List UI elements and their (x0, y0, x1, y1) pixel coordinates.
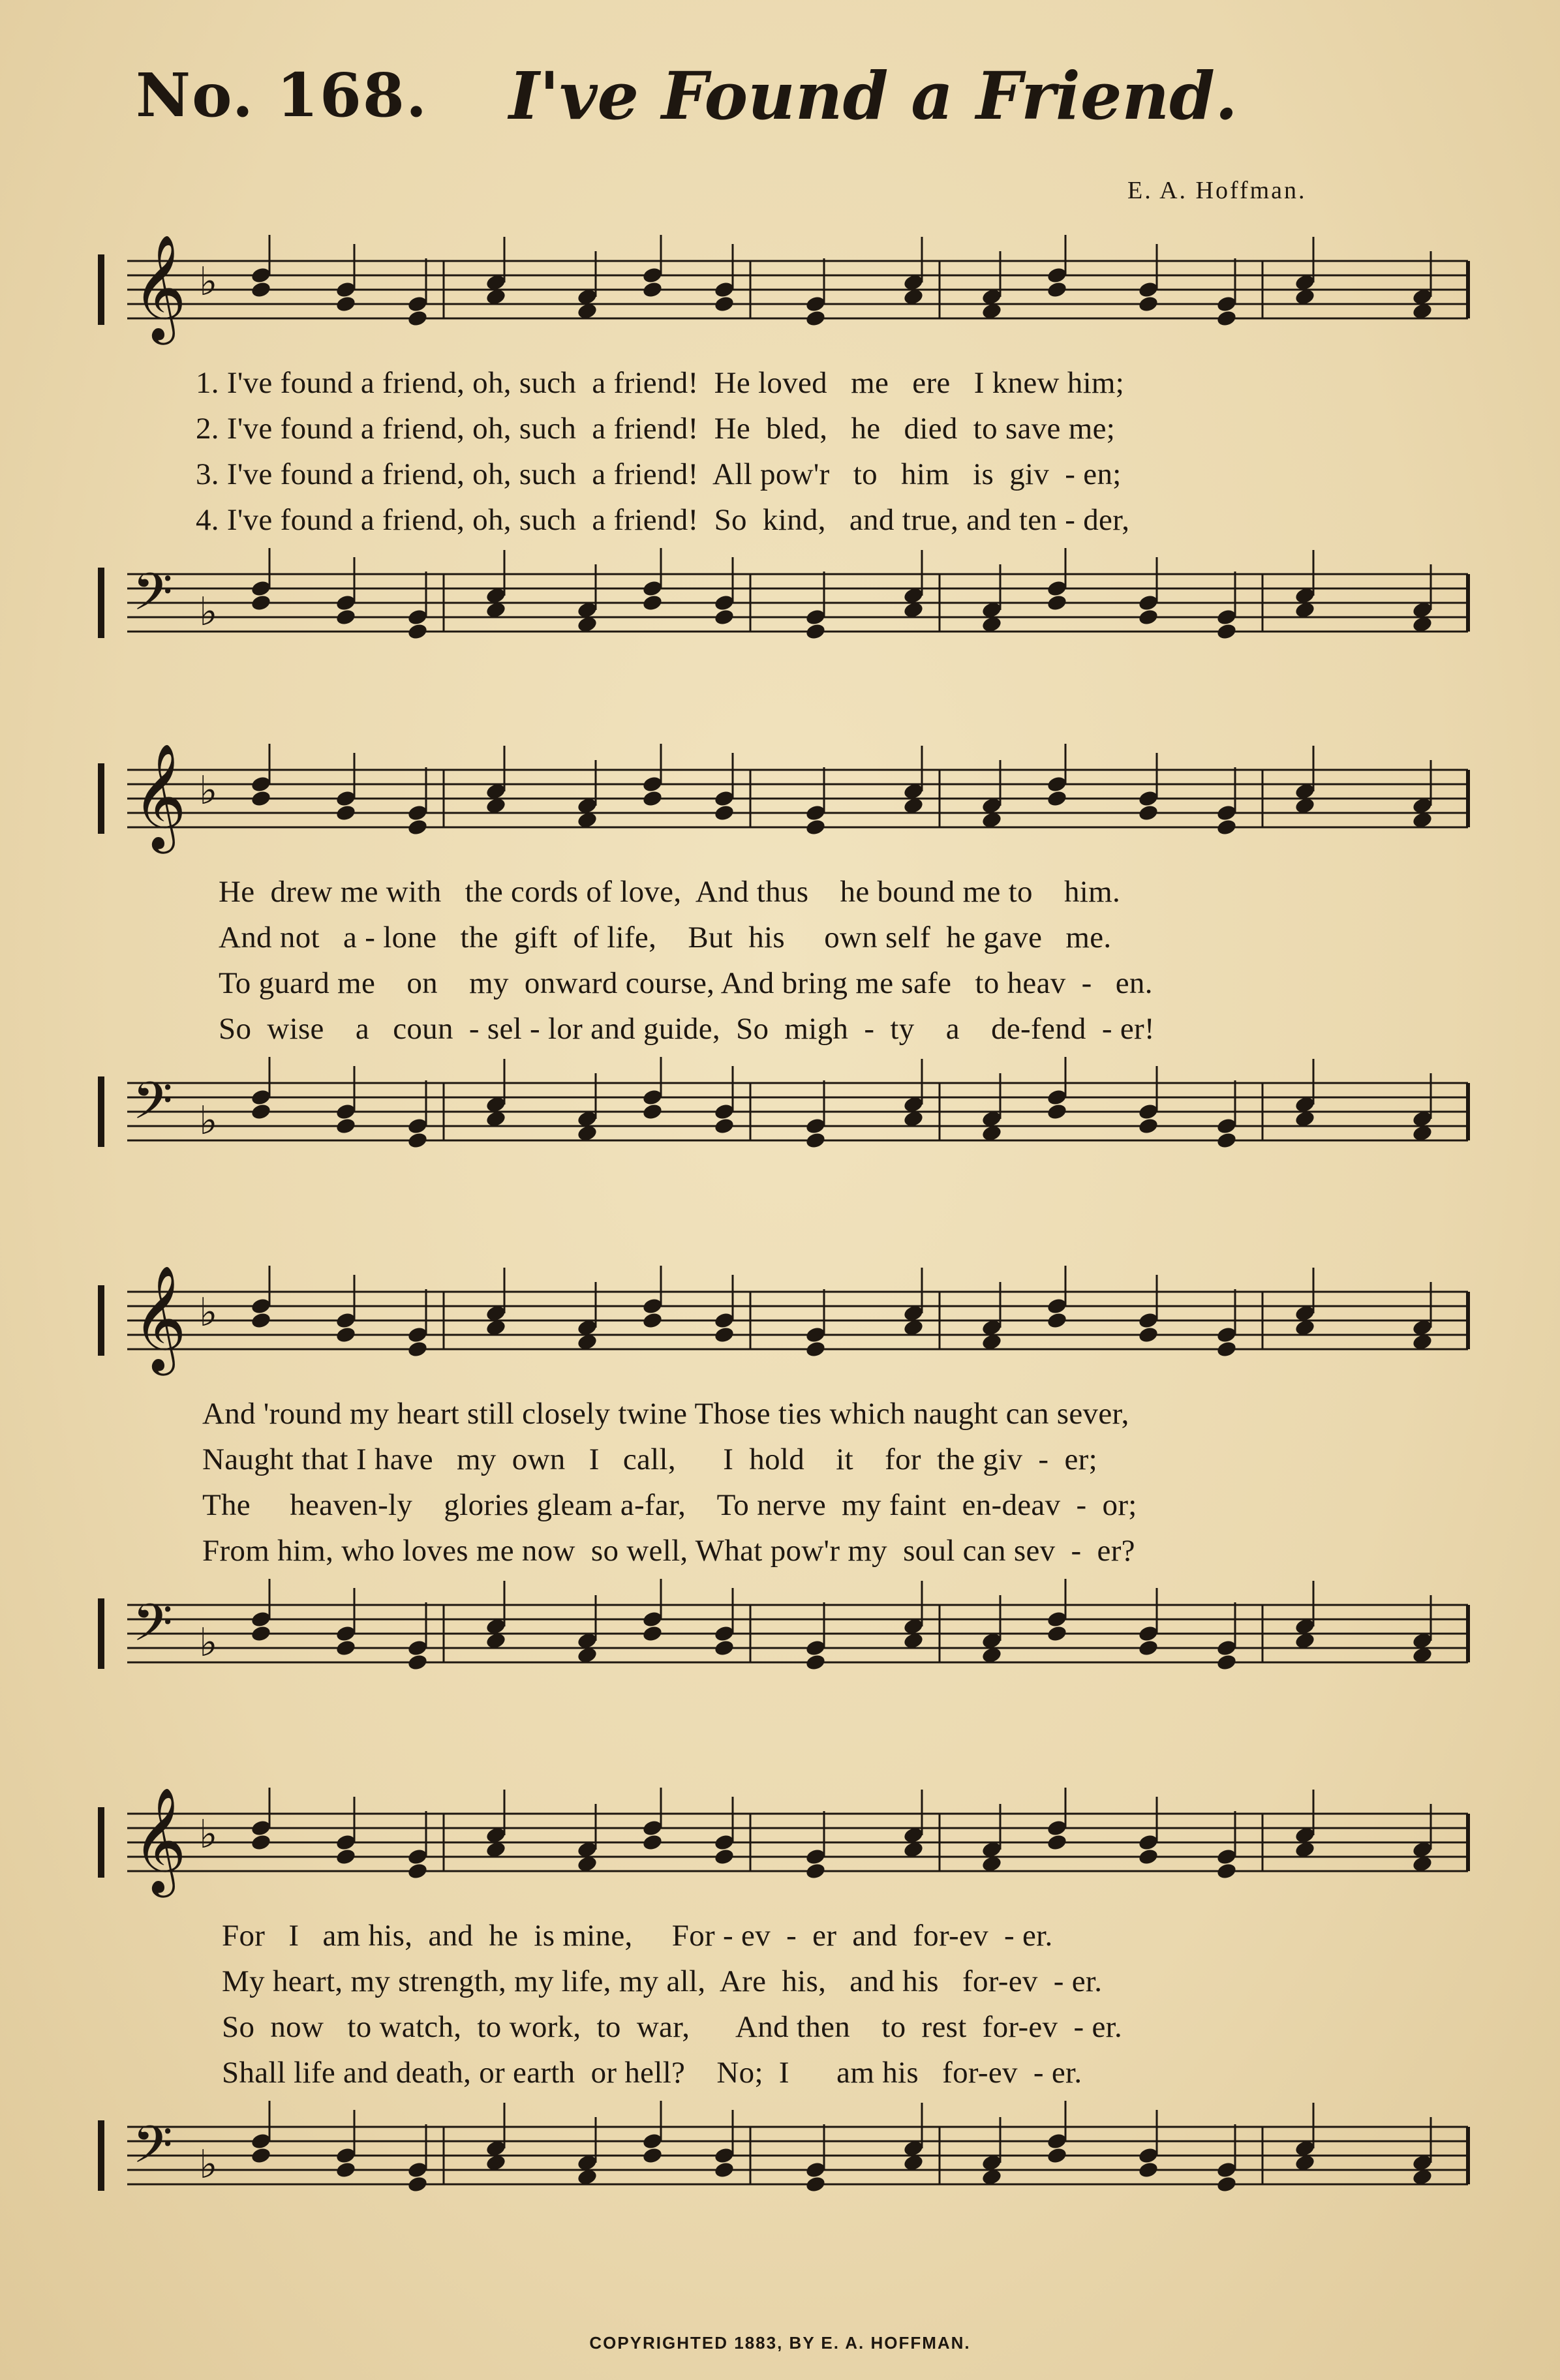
note-head (1046, 1311, 1067, 1330)
note-head (1137, 804, 1159, 822)
note-head (406, 309, 428, 328)
bass-clef-icon: 𝄢 (132, 562, 173, 635)
lyric-verse-4: So wise a coun - sel - lor and guide, So migh - ty a de-fend - er! (219, 1012, 1155, 1046)
bass-staff (0, 548, 1560, 698)
treble-staff (0, 1266, 1560, 1416)
treble-clef-icon: 𝄞 (132, 1788, 187, 1893)
note-head (804, 1862, 826, 1880)
treble-staff (0, 1788, 1560, 1938)
note-head (1137, 1639, 1159, 1657)
note-head (335, 1848, 356, 1866)
note-head (406, 1653, 428, 1671)
bass-clef-icon: 𝄢 (132, 1593, 173, 1666)
lyric-verse-3: So now to watch, to work, to war, And then to rest for-ev - er. (222, 2010, 1123, 2044)
note-head (713, 2161, 735, 2179)
note-head (641, 281, 663, 299)
note-head (335, 804, 356, 822)
note-head (804, 2175, 826, 2193)
note-head (641, 1625, 663, 1643)
bass-clef-icon: 𝄢 (132, 2114, 173, 2188)
lyric-verse-2: 2. I've found a friend, oh, such a friend! He bled, he died to save me; (196, 412, 1116, 446)
note-head (641, 1833, 663, 1852)
note-head (713, 608, 735, 626)
bass-clef-icon: 𝄢 (132, 1071, 173, 1144)
note-head (804, 1131, 826, 1150)
hymn-number: No. 168. (136, 60, 428, 130)
note-head (335, 2161, 356, 2179)
lyric-verse-3: The heaven-ly glories gleam a-far, To nerve my faint en-deav - or; (202, 1488, 1137, 1522)
note-head (1216, 622, 1237, 641)
note-head (335, 1117, 356, 1135)
note-head (335, 1639, 356, 1657)
note-head (804, 818, 826, 836)
note-head (250, 1833, 271, 1852)
note-head (713, 1117, 735, 1135)
note-head (406, 1131, 428, 1150)
note-head (1137, 1848, 1159, 1866)
flat-key-signature-icon: ♭ (199, 1620, 218, 1666)
note-head (1216, 818, 1237, 836)
note-head (713, 1639, 735, 1657)
note-head (1046, 1103, 1067, 1121)
note-head (250, 1311, 271, 1330)
treble-staff (0, 235, 1560, 385)
note-head (335, 608, 356, 626)
note-head (250, 789, 271, 808)
note-head (1216, 1653, 1237, 1671)
note-head (641, 1103, 663, 1121)
note-head (250, 1103, 271, 1121)
note-head (250, 1625, 271, 1643)
flat-key-signature-icon: ♭ (199, 589, 218, 635)
note-head (335, 1326, 356, 1344)
note-head (406, 622, 428, 641)
author-credit: E. A. Hoffman. (1127, 177, 1307, 204)
lyric-verse-1: For I am his, and he is mine, For - ev - er and for-ev - er. (222, 1919, 1053, 1953)
treble-clef-icon: 𝄞 (132, 235, 187, 341)
treble-staff (0, 744, 1560, 894)
treble-clef-icon: 𝄞 (132, 744, 187, 849)
note-head (1046, 1833, 1067, 1852)
note-head (1137, 608, 1159, 626)
flat-key-signature-icon: ♭ (199, 768, 218, 814)
note-head (1216, 309, 1237, 328)
lyric-verse-4: 4. I've found a friend, oh, such a friend! So kind, and true, and ten - der, (196, 503, 1130, 537)
note-head (1216, 1131, 1237, 1150)
lyric-verse-1: And 'round my heart still closely twine Those ties which naught can sever, (202, 1397, 1129, 1431)
note-head (1216, 1340, 1237, 1358)
note-head (1216, 1862, 1237, 1880)
note-head (1046, 1625, 1067, 1643)
copyright-notice: COPYRIGHTED 1883, BY E. A. HOFFMAN. (589, 2333, 971, 2353)
note-head (804, 622, 826, 641)
lyric-verse-4: Shall life and death, or earth or hell? No; I am his for-ev - er. (222, 2056, 1082, 2090)
lyric-verse-3: 3. I've found a friend, oh, such a friend! All pow'r to him is giv - en; (196, 457, 1122, 491)
note-head (406, 818, 428, 836)
lyric-verse-1: He drew me with the cords of love, And thus he bound me to him. (219, 875, 1121, 909)
note-head (335, 295, 356, 313)
note-head (250, 281, 271, 299)
lyric-verse-2: And not a - lone the gift of life, But his own self he gave me. (219, 921, 1112, 954)
note-head (641, 594, 663, 612)
note-head (1046, 594, 1067, 612)
note-head (1046, 281, 1067, 299)
flat-key-signature-icon: ♭ (199, 259, 218, 305)
bass-staff (0, 1579, 1560, 1729)
hymn-title: I've Found a Friend. (509, 57, 1238, 134)
bass-staff (0, 2101, 1560, 2251)
note-head (641, 2146, 663, 2165)
note-head (713, 1326, 735, 1344)
lyric-verse-4: From him, who loves me now so well, What pow'r my soul can sev - er? (202, 1534, 1135, 1568)
lyric-verse-3: To guard me on my onward course, And bring me safe to heav - en. (219, 966, 1153, 1000)
note-head (804, 309, 826, 328)
note-head (641, 789, 663, 808)
note-head (406, 1340, 428, 1358)
note-head (713, 804, 735, 822)
note-head (1137, 1326, 1159, 1344)
note-head (713, 295, 735, 313)
note-head (804, 1340, 826, 1358)
note-head (1046, 789, 1067, 808)
note-head (250, 594, 271, 612)
note-head (406, 1862, 428, 1880)
treble-clef-icon: 𝄞 (132, 1266, 187, 1371)
note-head (250, 2146, 271, 2165)
note-head (1046, 2146, 1067, 2165)
note-head (804, 1653, 826, 1671)
lyric-verse-2: Naught that I have my own I call, I hold it for the giv - er; (202, 1442, 1097, 1476)
note-head (1216, 2175, 1237, 2193)
note-head (1137, 1117, 1159, 1135)
flat-key-signature-icon: ♭ (199, 1290, 218, 1335)
lyric-verse-2: My heart, my strength, my life, my all, Are his, and his for-ev - er. (222, 1964, 1103, 1998)
lyric-verse-1: 1. I've found a friend, oh, such a friend! He loved me ere I knew him; (196, 366, 1125, 400)
note-head (1137, 295, 1159, 313)
flat-key-signature-icon: ♭ (199, 1098, 218, 1144)
note-head (641, 1311, 663, 1330)
bass-staff (0, 1057, 1560, 1207)
note-head (406, 2175, 428, 2193)
flat-key-signature-icon: ♭ (199, 1812, 218, 1857)
note-head (1137, 2161, 1159, 2179)
flat-key-signature-icon: ♭ (199, 2142, 218, 2188)
note-head (713, 1848, 735, 1866)
